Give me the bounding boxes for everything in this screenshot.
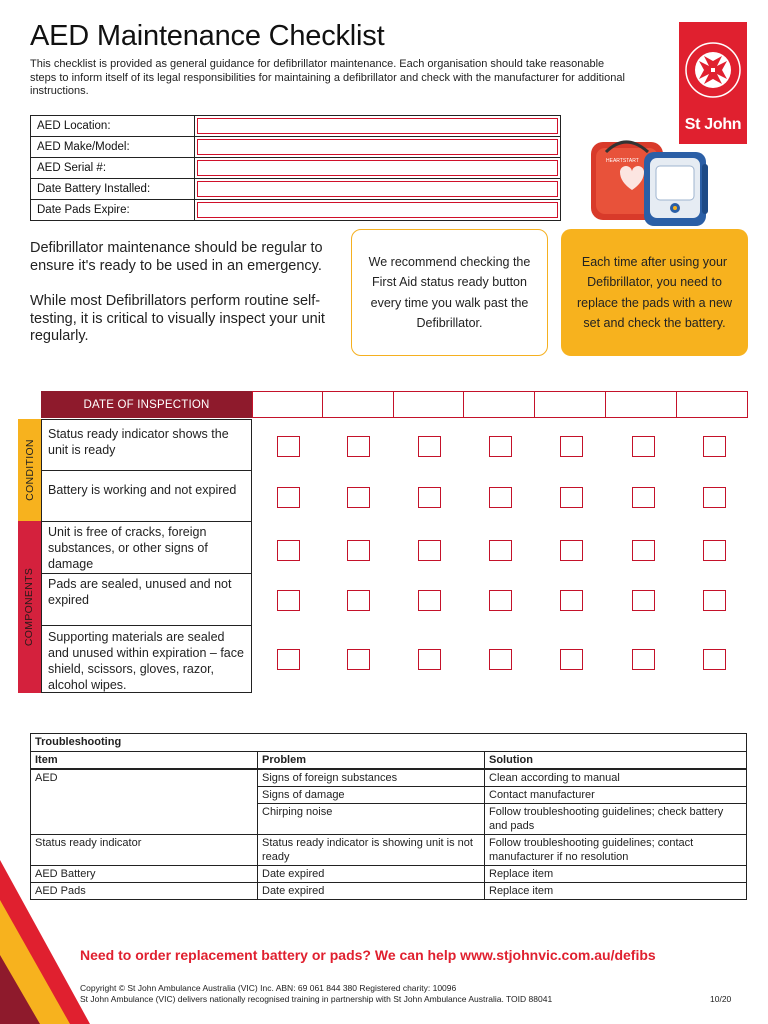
- inspection-checkbox[interactable]: [277, 487, 300, 508]
- inspection-checkbox[interactable]: [489, 436, 512, 457]
- aed-make-model-field[interactable]: [195, 137, 561, 158]
- checklist-row-label: Supporting materials are sealed and unused within expiration – face shield, scissors, gloves, razor, alcohol wipes.: [41, 625, 252, 693]
- page-title: AED Maintenance Checklist: [30, 20, 385, 52]
- st-john-logo: [679, 22, 747, 144]
- device-brand-label: HEARTSTART: [606, 158, 639, 164]
- detail-row: [31, 200, 561, 221]
- detail-row: [31, 137, 561, 158]
- copyright-notice: [80, 983, 700, 1005]
- recommendation-note: [351, 229, 548, 356]
- date-of-inspection-header: DATE OF INSPECTION: [41, 391, 252, 418]
- table-cell: Contact manufacturer: [485, 787, 747, 804]
- order-cta: Need to order replacement battery or pads? We can help www.stjohnvic.com.au/defibs: [80, 947, 656, 963]
- table-row: [31, 769, 747, 787]
- inspection-checkbox[interactable]: [560, 487, 583, 508]
- aed-device-icon: [586, 130, 736, 230]
- condition-label-text: CONDITION: [23, 439, 36, 501]
- table-cell: AED Battery: [31, 866, 258, 883]
- inspection-checkbox[interactable]: [560, 590, 583, 611]
- table-cell: AED: [31, 769, 258, 787]
- table-cell: Chirping noise: [258, 804, 485, 835]
- inspection-checkbox[interactable]: [560, 540, 583, 561]
- inspection-checkbox[interactable]: [277, 436, 300, 457]
- table-cell: Status ready indicator is showing unit is not ready: [258, 835, 485, 866]
- checklist-row-label: Battery is working and not expired: [41, 470, 252, 522]
- self-testing-paragraph: While most Defibrillators perform routine self-testing, it is critical to visually inspect your unit regularly.: [30, 293, 325, 344]
- aed-serial-field[interactable]: [195, 158, 561, 179]
- inspection-checkbox[interactable]: [347, 649, 370, 670]
- detail-label: AED Serial #:: [31, 158, 195, 179]
- table-cell: Follow troubleshooting guidelines; check battery and pads: [485, 804, 747, 835]
- inspection-checkbox[interactable]: [703, 540, 726, 561]
- page-code: 10/20: [710, 994, 732, 1004]
- table-row: [31, 883, 747, 900]
- detail-label: Date Pads Expire:: [31, 200, 195, 221]
- maintenance-paragraph: Defibrillator maintenance should be regular to ensure it's ready to be used in an emergency.: [30, 240, 323, 274]
- table-cell: Replace item: [485, 866, 747, 883]
- after-use-text: Each time after using your Defibrillator, you need to replace the pads with a new set and check the battery.: [577, 254, 732, 330]
- inspection-checkbox[interactable]: [703, 590, 726, 611]
- condition-group-label: [18, 419, 41, 521]
- table-cell: AED Pads: [31, 883, 258, 900]
- inspection-checkbox[interactable]: [418, 540, 441, 561]
- table-row: [31, 787, 747, 804]
- table-cell: Signs of damage: [258, 787, 485, 804]
- inspection-checkbox[interactable]: [418, 487, 441, 508]
- checklist-row-label: Status ready indicator shows the unit is ready: [41, 419, 252, 471]
- inspection-checkbox[interactable]: [703, 436, 726, 457]
- inspection-checkbox[interactable]: [277, 590, 300, 611]
- detail-row: [31, 158, 561, 179]
- inspection-checkbox[interactable]: [489, 540, 512, 561]
- inspection-date-cell[interactable]: [676, 391, 748, 418]
- after-use-note: [561, 229, 748, 356]
- logo-name: St John: [684, 116, 742, 133]
- copyright-line-1: Copyright © St John Ambulance Australia (VIC) Inc. ABN: 69 061 844 380 Registered charity: 10096: [80, 983, 457, 993]
- recommendation-text: We recommend checking the First Aid status ready button every time you walk past the Defibrillator.: [368, 254, 531, 330]
- inspection-checkbox[interactable]: [489, 649, 512, 670]
- table-row: [31, 804, 747, 835]
- inspection-checkbox[interactable]: [489, 487, 512, 508]
- copyright-line-2: St John Ambulance (VIC) delivers nationally recognised training in partnership with St John Ambulance Australia. TOID 88041: [80, 994, 553, 1004]
- troubleshooting-title: Troubleshooting: [31, 734, 747, 752]
- detail-label: AED Location:: [31, 116, 195, 137]
- components-label-text: COMPONENTS: [23, 567, 36, 647]
- table-row: [31, 866, 747, 883]
- inspection-checkbox[interactable]: [489, 590, 512, 611]
- table-cell: Date expired: [258, 883, 485, 900]
- intro-text: This checklist is provided as general guidance for defibrillator maintenance. Each organisation should take reasonable steps to inform itself of its legal responsibilities for maintaining a defibrillator and check with the manufacturer for additional instructions.: [30, 58, 625, 97]
- checklist-row-label: Pads are sealed, unused and not expired: [41, 573, 252, 626]
- table-cell: Date expired: [258, 866, 485, 883]
- inspection-checkbox[interactable]: [703, 487, 726, 508]
- table-cell: [31, 804, 258, 835]
- inspection-date-cell[interactable]: [252, 391, 323, 418]
- maltese-cross-icon: [683, 26, 743, 114]
- table-row: [31, 835, 747, 866]
- inspection-checkbox[interactable]: [632, 590, 655, 611]
- components-group-label: [18, 521, 41, 693]
- inspection-checkbox[interactable]: [347, 540, 370, 561]
- aed-location-field[interactable]: [195, 116, 561, 137]
- inspection-date-cell[interactable]: [605, 391, 677, 418]
- troubleshooting-table: [30, 733, 747, 900]
- table-cell: [31, 787, 258, 804]
- inspection-checkbox[interactable]: [277, 649, 300, 670]
- inspection-checkbox[interactable]: [632, 649, 655, 670]
- inspection-date-cell[interactable]: [393, 391, 464, 418]
- inspection-checkbox[interactable]: [418, 590, 441, 611]
- inspection-checkbox[interactable]: [560, 436, 583, 457]
- table-cell: Clean according to manual: [485, 769, 747, 787]
- inspection-checkbox[interactable]: [632, 487, 655, 508]
- inspection-checkbox[interactable]: [277, 540, 300, 561]
- column-header-solution: Solution: [485, 752, 747, 770]
- column-header-item: Item: [31, 752, 258, 770]
- table-title-row: [31, 734, 747, 752]
- inspection-checkbox[interactable]: [632, 540, 655, 561]
- detail-label: AED Make/Model:: [31, 137, 195, 158]
- detail-row: [31, 179, 561, 200]
- inspection-checkbox[interactable]: [560, 649, 583, 670]
- checklist-row-label: Unit is free of cracks, foreign substances, or other signs of damage: [41, 521, 252, 574]
- pads-expire-field[interactable]: [195, 200, 561, 221]
- inspection-checkbox[interactable]: [418, 649, 441, 670]
- detail-row: [31, 116, 561, 137]
- inspection-checkbox[interactable]: [632, 436, 655, 457]
- table-cell: Replace item: [485, 883, 747, 900]
- detail-label: Date Battery Installed:: [31, 179, 195, 200]
- battery-installed-field[interactable]: [195, 179, 561, 200]
- table-header-row: [31, 752, 747, 770]
- inspection-date-cell[interactable]: [534, 391, 606, 418]
- table-cell: Follow troubleshooting guidelines; contact manufacturer if no resolution: [485, 835, 747, 866]
- table-cell: Status ready indicator: [31, 835, 258, 866]
- column-header-problem: Problem: [258, 752, 485, 770]
- inspection-date-cell[interactable]: [322, 391, 394, 418]
- inspection-checkbox[interactable]: [347, 590, 370, 611]
- inspection-date-cell[interactable]: [463, 391, 535, 418]
- inspection-checkbox[interactable]: [347, 487, 370, 508]
- inspection-checkbox[interactable]: [347, 436, 370, 457]
- aed-details-form: [30, 115, 561, 221]
- table-cell: Signs of foreign substances: [258, 769, 485, 787]
- inspection-checkbox[interactable]: [703, 649, 726, 670]
- inspection-checkbox[interactable]: [418, 436, 441, 457]
